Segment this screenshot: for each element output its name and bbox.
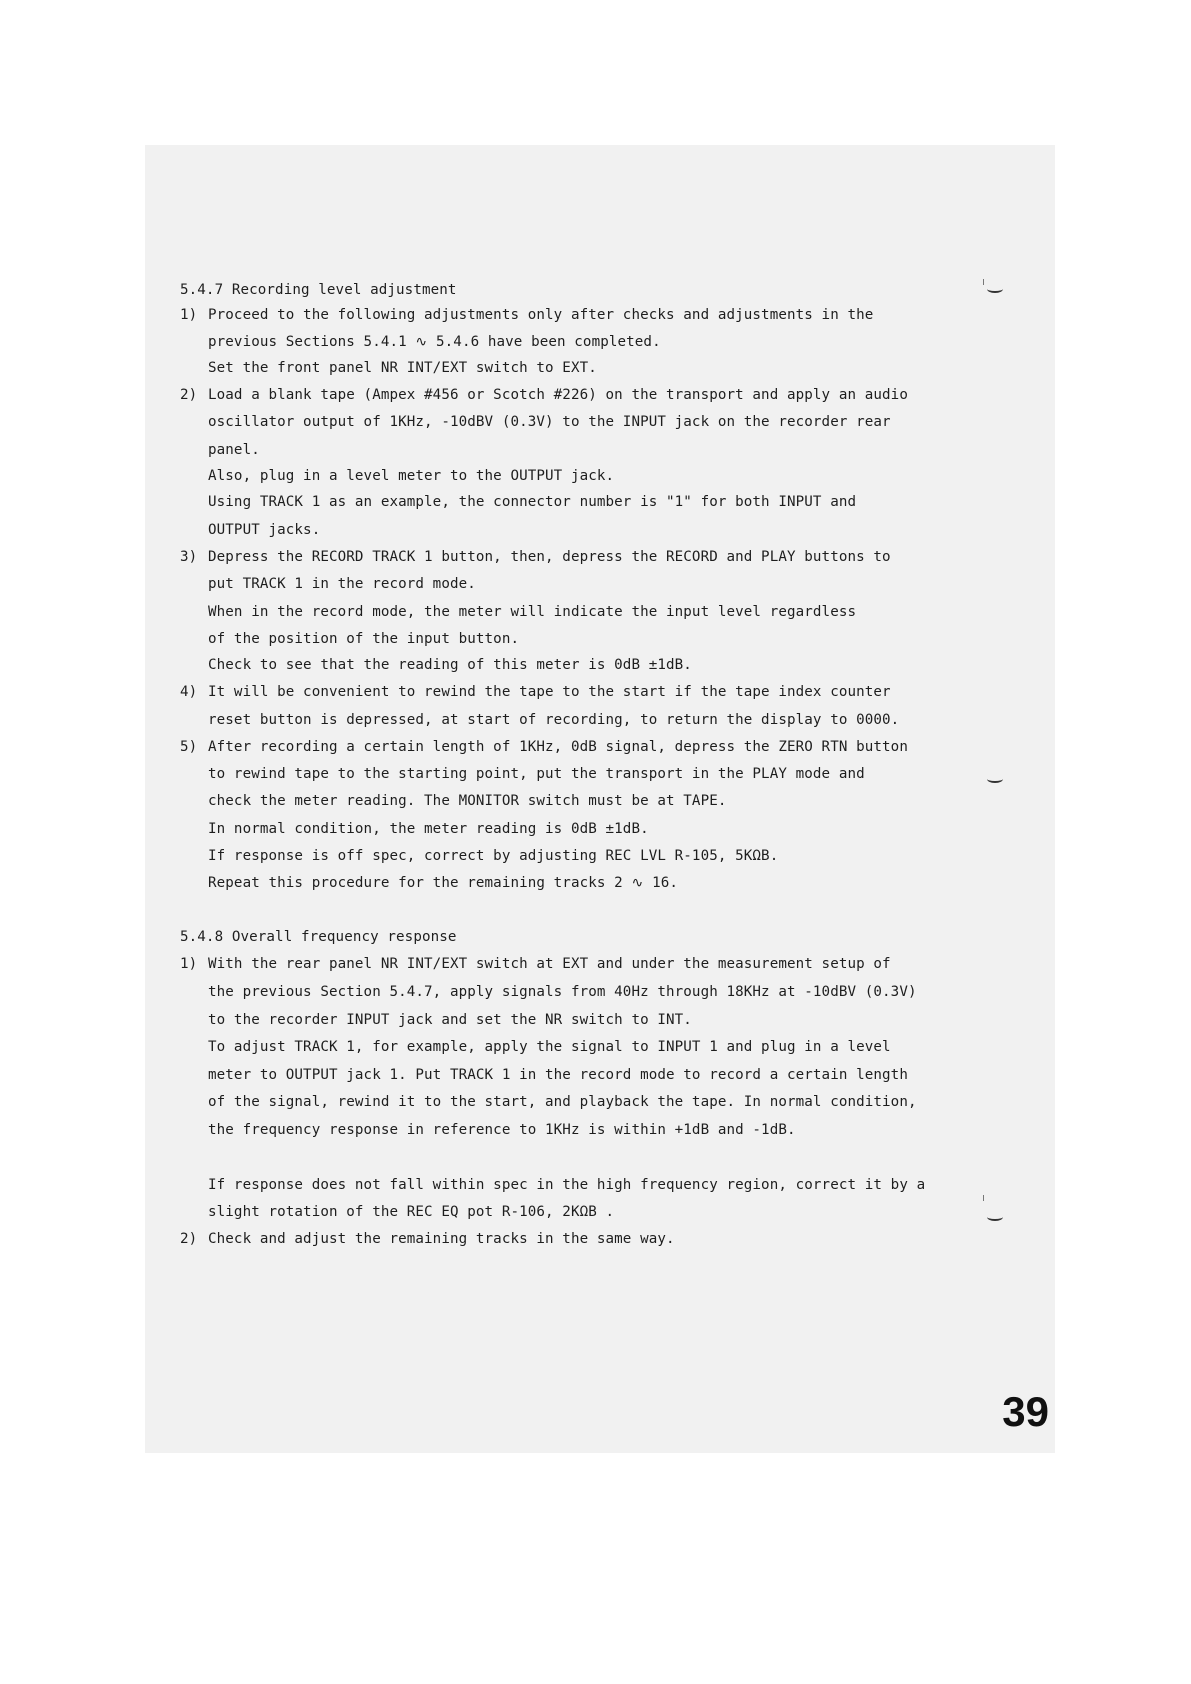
margin-mark [987, 285, 1003, 293]
body-line: meter to OUTPUT jack 1. Put TRACK 1 in the record mode to record a certain length [208, 1067, 908, 1083]
margin-mark [987, 775, 1003, 783]
margin-mark [987, 1213, 1003, 1221]
item-marker: 2) [180, 1231, 198, 1247]
body-line: check the meter reading. The MONITOR switch must be at TAPE. [208, 793, 727, 809]
body-line: Check to see that the reading of this meter is 0dB ±1dB. [208, 657, 692, 673]
item-marker: 1) [180, 307, 198, 323]
body-line: If response is off spec, correct by adjusting REC LVL R-105, 5KΩB. [208, 848, 779, 864]
margin-tick [983, 279, 984, 285]
margin-tick [983, 1195, 984, 1201]
body-line: panel. [208, 442, 260, 458]
body-line: Using TRACK 1 as an example, the connector number is "1" for both INPUT and [208, 494, 857, 510]
body-line: the frequency response in reference to 1KHz is within +1dB and -1dB. [208, 1122, 796, 1138]
body-line: After recording a certain length of 1KHz, 0dB signal, depress the ZERO RTN button [208, 739, 908, 755]
body-line: reset button is depressed, at start of recording, to return the display to 0000. [208, 712, 900, 728]
body-line: With the rear panel NR INT/EXT switch at EXT and under the measurement setup of [208, 956, 891, 972]
body-line: of the position of the input button. [208, 631, 520, 647]
item-marker: 4) [180, 684, 198, 700]
body-line: to rewind tape to the starting point, put the transport in the PLAY mode and [208, 766, 865, 782]
body-line: Proceed to the following adjustments only after checks and adjustments in the [208, 307, 874, 323]
section-heading: 5.4.7 Recording level adjustment [180, 282, 457, 298]
body-line: the previous Section 5.4.7, apply signals from 40Hz through 18KHz at -10dBV (0.3V) [208, 984, 917, 1000]
body-line: It will be convenient to rewind the tape to the start if the tape index counter [208, 684, 891, 700]
body-line: oscillator output of 1KHz, -10dBV (0.3V) to the INPUT jack on the recorder rear [208, 414, 891, 430]
body-line: slight rotation of the REC EQ pot R-106, 2KΩB . [208, 1204, 615, 1220]
body-line: Depress the RECORD TRACK 1 button, then, depress the RECORD and PLAY buttons to [208, 549, 891, 565]
body-line: In normal condition, the meter reading is 0dB ±1dB. [208, 821, 649, 837]
body-line: Also, plug in a level meter to the OUTPUT jack. [208, 468, 615, 484]
body-line: Repeat this procedure for the remaining tracks 2 ∿ 16. [208, 875, 678, 891]
body-line: OUTPUT jacks. [208, 522, 321, 538]
item-marker: 2) [180, 387, 198, 403]
body-line: to the recorder INPUT jack and set the NR switch to INT. [208, 1012, 692, 1028]
page-number: 39 [1002, 1388, 1049, 1435]
document-page [145, 145, 1055, 1453]
body-line: If response does not fall within spec in the high frequency region, correct it by a [208, 1177, 926, 1193]
item-marker: 5) [180, 739, 198, 755]
body-line: To adjust TRACK 1, for example, apply the signal to INPUT 1 and plug in a level [208, 1039, 891, 1055]
body-line: of the signal, rewind it to the start, and playback the tape. In normal condition, [208, 1094, 917, 1110]
body-line: When in the record mode, the meter will indicate the input level regardless [208, 604, 857, 620]
body-line: Set the front panel NR INT/EXT switch to EXT. [208, 360, 597, 376]
item-marker: 1) [180, 956, 198, 972]
item-marker: 3) [180, 549, 198, 565]
body-line: previous Sections 5.4.1 ∿ 5.4.6 have been completed. [208, 334, 661, 350]
page-content [145, 145, 1055, 1453]
section-heading: 5.4.8 Overall frequency response [180, 929, 457, 945]
body-line: put TRACK 1 in the record mode. [208, 576, 476, 592]
body-line: Load a blank tape (Ampex #456 or Scotch #226) on the transport and apply an audio [208, 387, 908, 403]
body-line: Check and adjust the remaining tracks in the same way. [208, 1231, 675, 1247]
